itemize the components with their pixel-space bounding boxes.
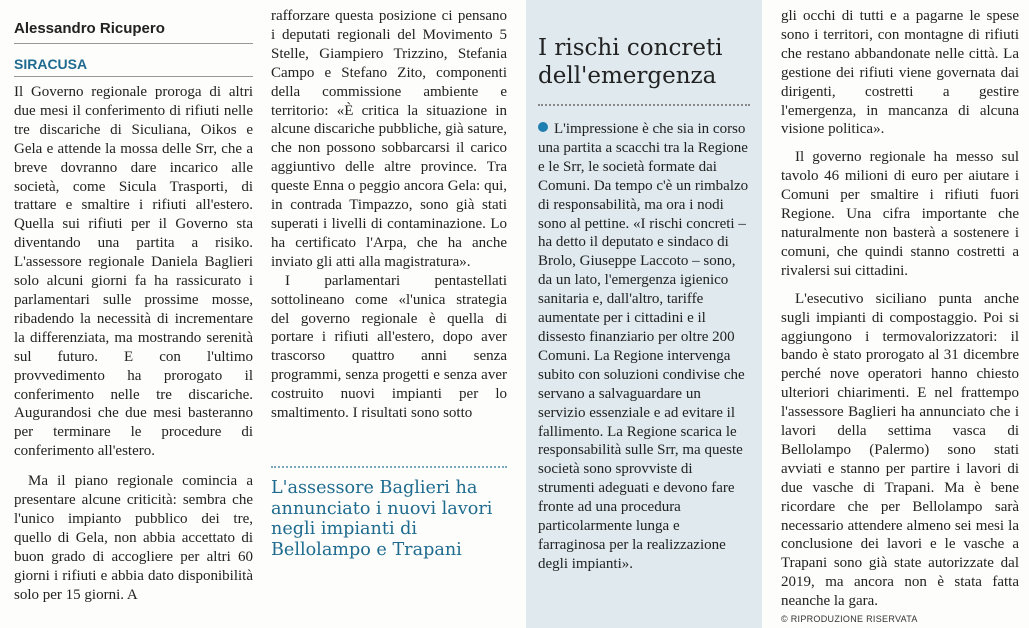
- article-column-1: [14, 0, 253, 604]
- dateline-location: SIRACUSA: [14, 56, 253, 77]
- paragraph: gli occhi di tutti e a pagarne le spese sono i territori, con montagne di rifiuti che restano abbandonate nelle città. La gestione dei rifiuti viene governata dai dirigenti, costretti a gestire l'emergenza, in mancanza di alcuna visione politica».: [781, 8, 1019, 138]
- sidebar-box: [526, 0, 762, 628]
- article-text-col4: [781, 7, 1019, 611]
- paragraph: Il governo regionale ha messo sul tavolo 46 milioni di euro per aiutare i Comuni per smaltire i rifiuti fuori Regione. Una cifra importante che naturalmente non basterà a sostenere i comuni, che quindi stanno costretti a rivalersi sui cittadini.: [781, 149, 1019, 279]
- author-byline: Alessandro Ricupero: [14, 20, 253, 44]
- paragraph: L'esecutivo siciliano punta anche sugli impianti di compostaggio. Poi si aggiungono i termovalorizzatori: il bando è stato prorogato al 31 dicembre perché nove operatori hanno chiesto ulteriori chiarimenti. E nel frattempo l'assessore Baglieri ha annunciato che i lavori della settima vasca di Bellolampo (Palermo) sono stati avviati e stanno per partire i lavori di due vasche di Trapani. Ma è bene ricordare che per Bellolampo sarà necessario attendere almeno sei mesi la conclusione dei lavori e le vasche a Trapani sono già state autorizzate dal 2019, ma ancora non è stata fatta neanche la gara.: [781, 290, 1019, 610]
- box-title: I rischi concreti dell'emergenza: [538, 34, 750, 106]
- article-text-col1: [14, 83, 253, 604]
- article-column-4: [781, 0, 1019, 624]
- copyright-notice: © RIPRODUZIONE RISERVATA: [781, 614, 918, 625]
- box-text: L'impressione è che sia in corso una partita a scacchi tra la Regione e le Srr, le società formate dai Comuni. Da tempo c'è un rimbalzo di responsabilità, ma ora i nodi sono al pettine. «I rischi concreti – ha detto il deputato e sindaco di Brolo, Giuseppe Laccoto – sono, da un lato, l'emergenza igienico sanitaria e, dall'altro, tariffe aumentate per i cittadini e il dissesto finanziario per oltre 200 Comuni. La Regione intervenga subito con soluzioni condivise che servano a salvaguardare un servizio essenziale e ad evitare il fallimento. La Regione scarica le responsabilità sulle Srr, ma queste società sono sprovviste di strumenti adeguati e devono fare fronte ad una procedura particolarmente lunga e farraginosa per la realizzazione degli impianti».: [538, 121, 749, 572]
- paragraph: I parlamentari pentastellati sottolineano come «l'unica strategia del governo regionale è quella di portare i rifiuti all'estero, dopo aver trascorso quattro anni senza programmi, senza progetti e senza aver costruito nuovi impianti per lo smaltimento. I risultati sono sotto: [271, 272, 507, 422]
- box-body: [538, 120, 750, 574]
- article-column-2: [271, 0, 507, 423]
- article-text-col2: [271, 7, 507, 423]
- bullet-dot-icon: [538, 122, 548, 132]
- paragraph: rafforzare questa posizione ci pensano i deputati regionali del Movimento 5 Stelle, Giampiero Trizzino, Stefania Campo e Stefano Zito, componenti della commissione ambiente e territorio: «È critica la situazione in alcune discariche pubbliche, già sature, che non possono sobbarcarsi il carico aggiuntivo delle altre province. Tra queste Enna o peggio ancora Gela: qui, in contrada Timpazzo, sono già stati superati i livelli di contaminazione. Lo ha certificato l'Arpa, che ha anche inviato gli atti alla magistratura».: [271, 8, 507, 270]
- paragraph: Ma il piano regionale comincia a presentare alcune criticità: sembra che l'unico impianto pubblico dei tre, quello di Gela, non abbia accettato di buon grado di accogliere per altri 60 giorni i rifiuti e abbia dato disponibilità solo per 15 giorni. A: [14, 473, 253, 603]
- pull-quote: L'assessore Baglieri ha annunciato i nuovi lavori negli impianti di Bellolampo e Trapani: [271, 466, 507, 560]
- paragraph: Il Governo regionale proroga di altri due mesi il conferimento di rifiuti nelle tre discariche di Siculiana, Oikos e Gela e attende la mossa delle Srr, che a breve dovranno dare incarico alle società, come Sicula Trasporti, di trattare e smaltire i rifiuti all'estero. Quella sui rifiuti per il Governo sta diventando una partita a risiko. L'assessore regionale Daniela Baglieri solo alcuni giorni fa ha rassicurato i parlamentari sulle prossime mosse, ribadendo la necessità di incrementare la differenziata, ma mostrando serenità sul futuro. E con l'ultimo provvedimento ha prorogato il conferimento nelle tre discariche. Augurandosi che due mesi basteranno per terminare le procedure di conferimento all'estero.: [14, 84, 253, 460]
